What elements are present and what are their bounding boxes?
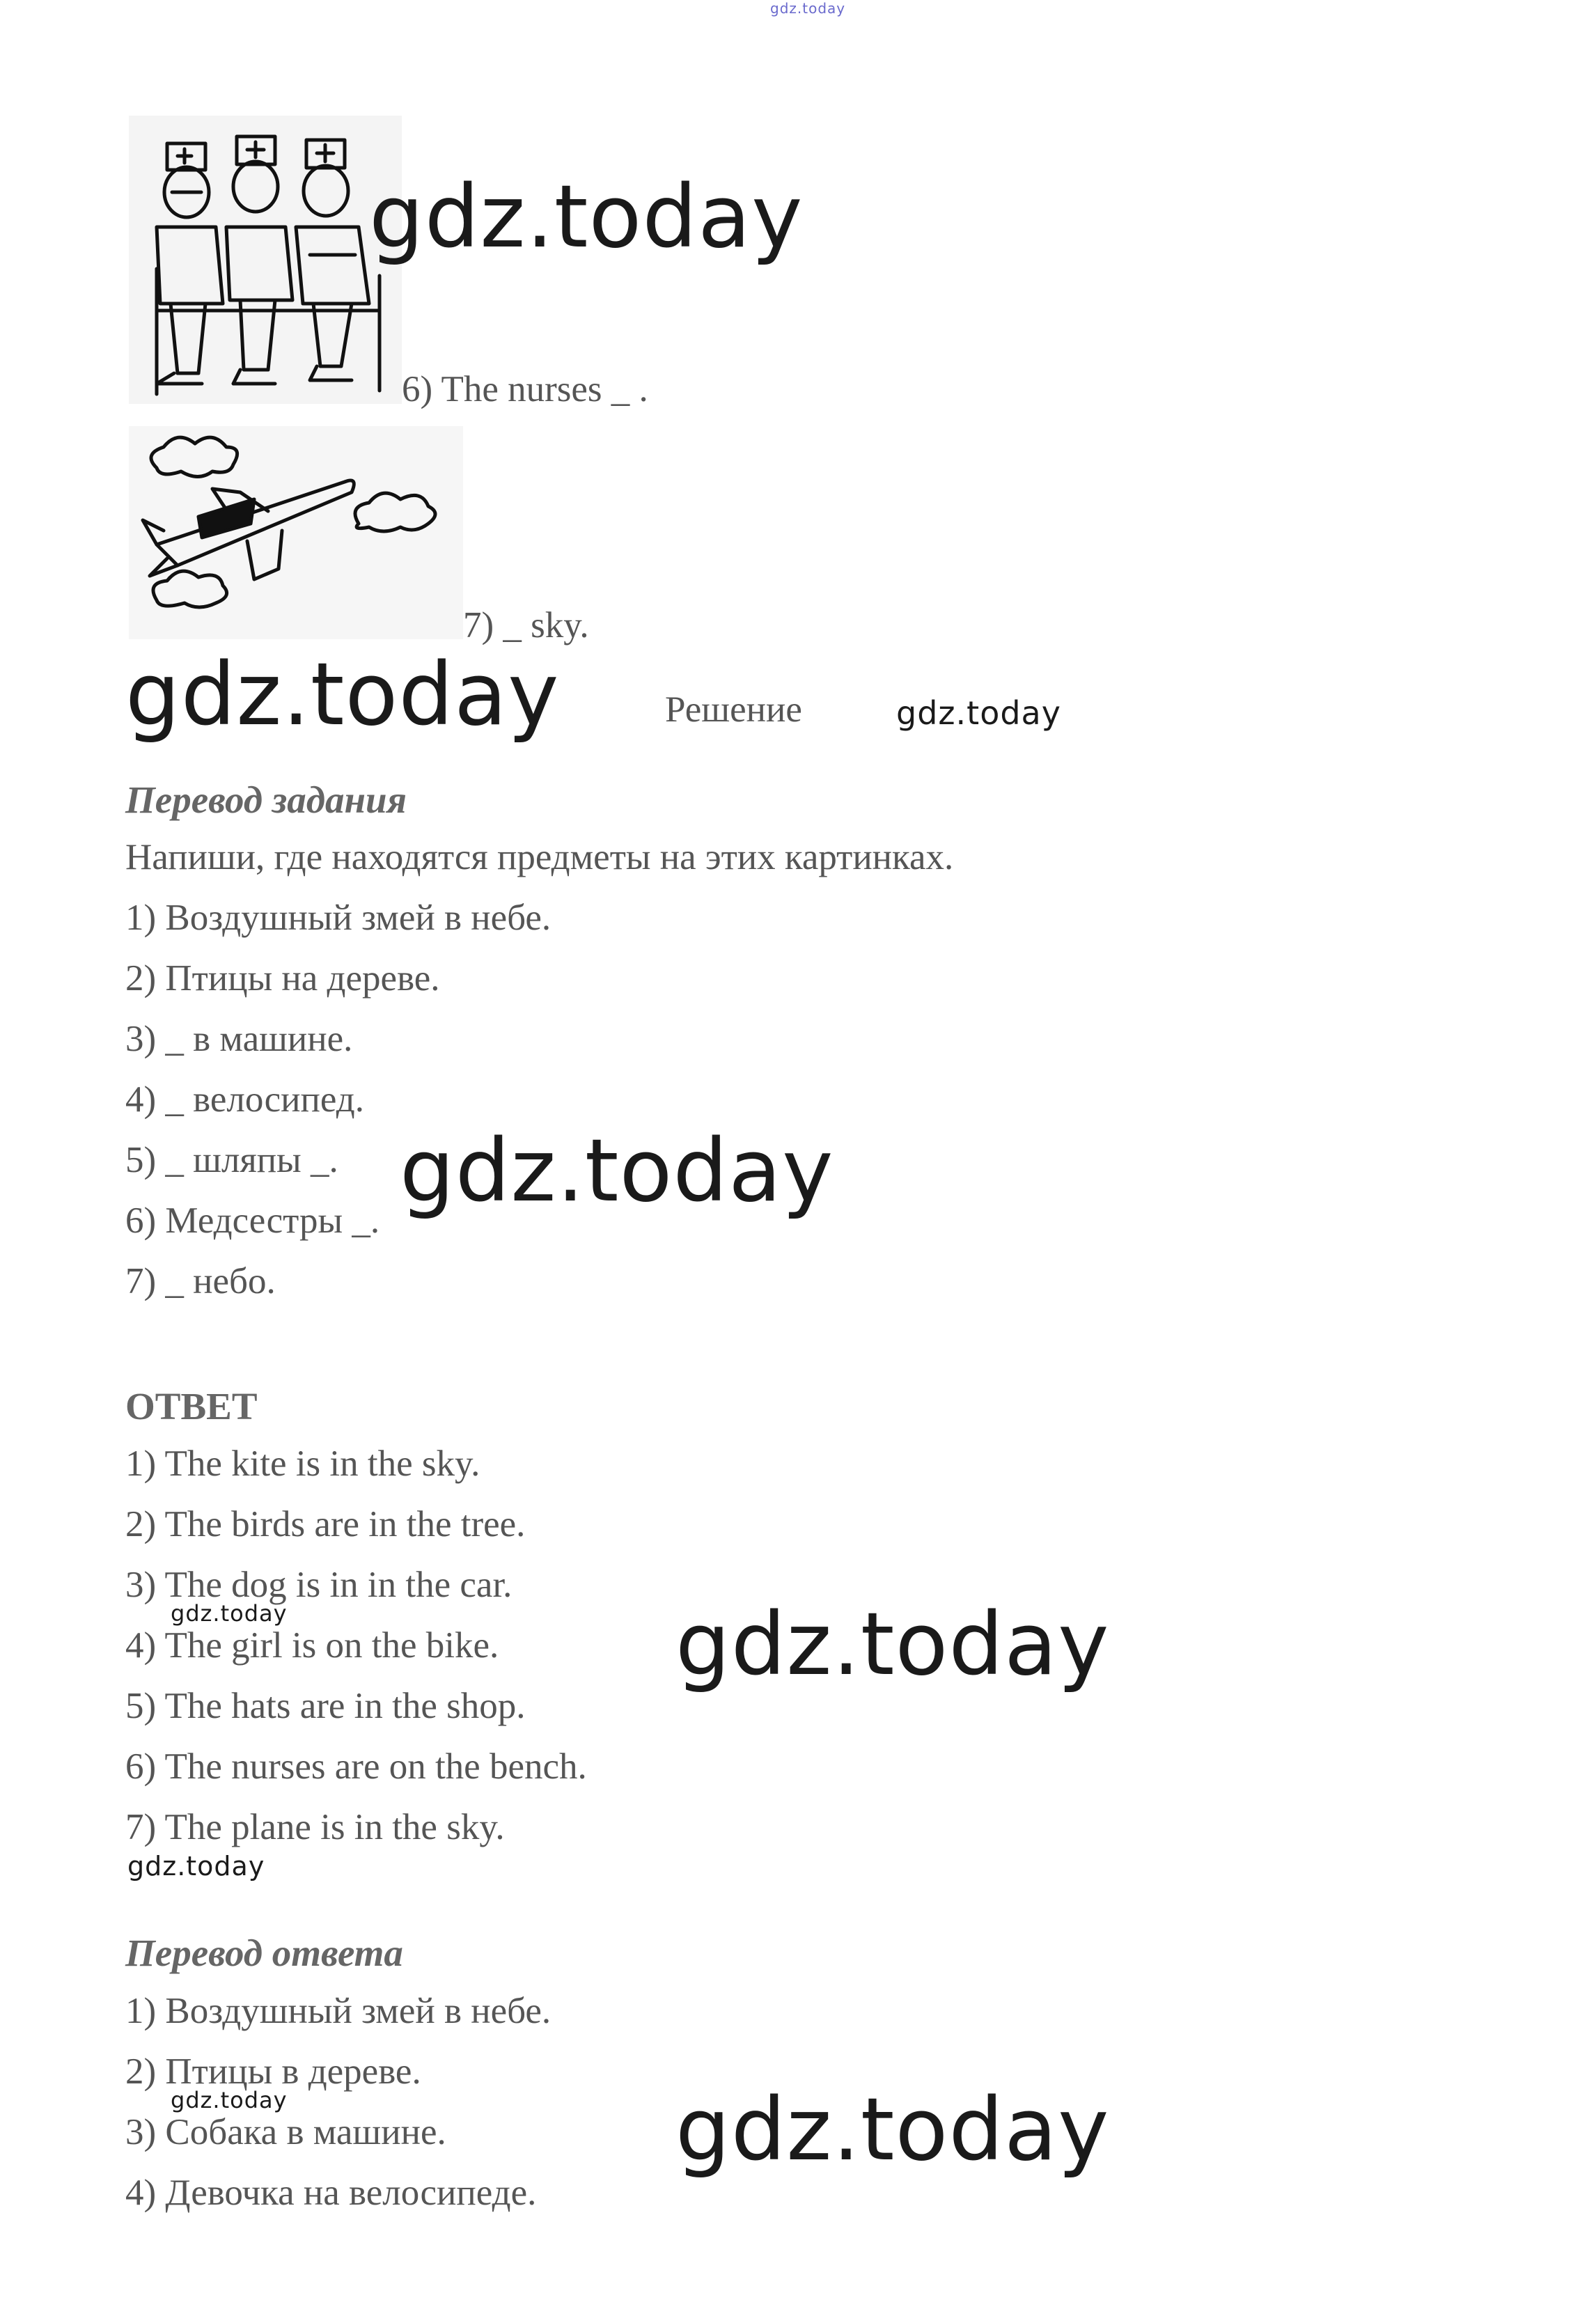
answer-translation-item: 1) Воздушный змей в небе. <box>125 1991 551 2031</box>
task-translation-item: 4) _ велосипед. <box>125 1079 364 1120</box>
task-translation-item: 7) _ небо. <box>125 1261 276 1301</box>
task-translation-intro: Напиши, где находятся предметы на этих картинках. <box>125 837 954 877</box>
answer-translation-item: 3) Собака в машине. <box>125 2112 446 2152</box>
exercise-item-6: 6) The nurses _ . <box>402 369 648 409</box>
answer-item: 6) The nurses are on the bench. <box>125 1746 587 1787</box>
answer-item: 4) The girl is on the bike. <box>125 1625 499 1666</box>
task-translation-heading: Перевод задания <box>125 778 407 821</box>
task-translation-item: 5) _ шляпы _. <box>125 1140 338 1180</box>
answer-heading: ОТВЕТ <box>125 1385 258 1427</box>
answer-item: 2) The birds are in the tree. <box>125 1504 526 1544</box>
watermark-large: gdz.today <box>400 1121 834 1221</box>
watermark-large: gdz.today <box>675 2080 1110 2180</box>
exercise-item-7: 7) _ sky. <box>463 605 589 645</box>
watermark-large: gdz.today <box>369 167 804 267</box>
task-translation-item: 6) Медсестры _. <box>125 1200 380 1241</box>
watermark-small: gdz.today <box>127 1851 265 1881</box>
answer-item: 1) The kite is in the sky. <box>125 1443 480 1484</box>
answer-translation-item: 4) Девочка на велосипеде. <box>125 2173 537 2213</box>
plane-illustration <box>129 426 463 639</box>
watermark-tiny: gdz.today <box>171 1600 288 1627</box>
nurses-illustration <box>129 116 402 404</box>
task-translation-item: 3) _ в машине. <box>125 1019 353 1059</box>
answer-item: 7) The plane is in the sky. <box>125 1807 505 1847</box>
watermark-top: gdz.today <box>770 0 846 17</box>
answer-translation-item: 2) Птицы в дереве. <box>125 2051 421 2092</box>
watermark-large: gdz.today <box>675 1595 1110 1695</box>
answer-item: 3) The dog is in in the car. <box>125 1565 513 1605</box>
solution-title: Решение <box>665 689 802 730</box>
watermark-large: gdz.today <box>125 645 560 745</box>
watermark-tiny: gdz.today <box>171 2087 288 2113</box>
answer-translation-heading: Перевод ответа <box>125 1932 403 1974</box>
task-translation-item: 2) Птицы на дереве. <box>125 958 440 999</box>
watermark-medium: gdz.today <box>896 694 1061 732</box>
task-translation-item: 1) Воздушный змей в небе. <box>125 898 551 938</box>
answer-item: 5) The hats are in the shop. <box>125 1686 526 1726</box>
